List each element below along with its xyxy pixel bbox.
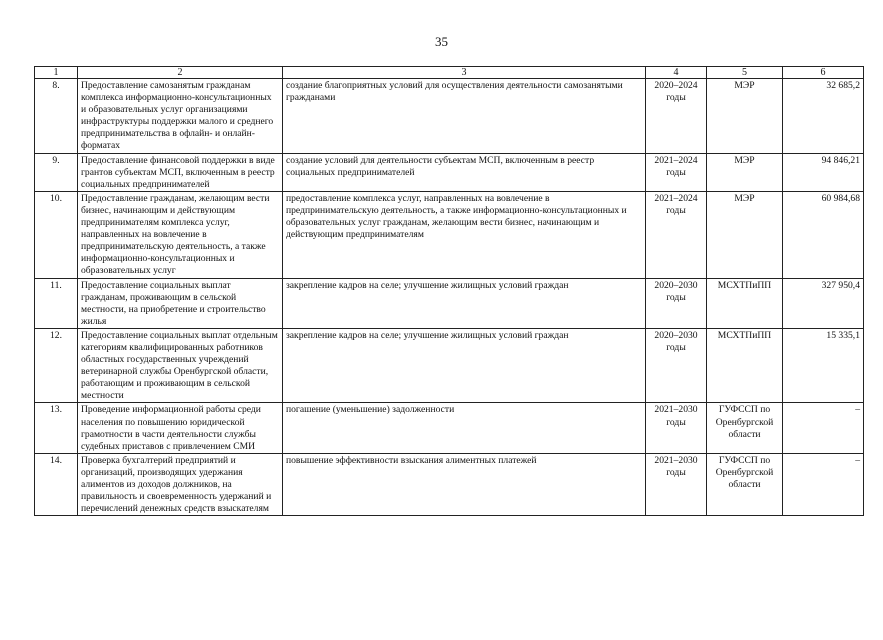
executor: МСХТПиПП	[707, 328, 783, 403]
row-number: 12.	[35, 328, 78, 403]
row-number: 13.	[35, 403, 78, 453]
column-header-6: 6	[783, 67, 864, 79]
column-number-row	[35, 67, 864, 79]
amount: 15 335,1	[783, 328, 864, 403]
measure-name: Предоставление гражданам, желающим вести бизнес, начинающим и действующим предпринимателям комплекса услуг, направленных на вовлечение в предпринимательскую деятельность, а также информационно-консультационных и образовательных услуг	[78, 191, 283, 278]
expected-result: повышение эффективности взыскания алиментных платежей	[283, 453, 646, 515]
expected-result: создание условий для деятельности субъектам МСП, включенным в реестр социальных предпринимателей	[283, 153, 646, 191]
period: 2021–2024 годы	[646, 191, 707, 278]
amount: 32 685,2	[783, 79, 864, 154]
expected-result: создание благоприятных условий для осуществления деятельности самозанятыми гражданами	[283, 79, 646, 154]
measure-name: Предоставление самозанятым гражданам комплекса информационно-консультационных и образовательных услуг организациями инфраструктуры поддержки малого и среднего предпринимательства в офлайн- и онлайн-форматах	[78, 79, 283, 154]
executor: МЭР	[707, 191, 783, 278]
column-header-3: 3	[283, 67, 646, 79]
amount: 327 950,4	[783, 278, 864, 328]
table-row	[35, 191, 864, 278]
table-row	[35, 153, 864, 191]
expected-result: погашение (уменьшение) задолженности	[283, 403, 646, 453]
row-number: 11.	[35, 278, 78, 328]
amount: –	[783, 453, 864, 515]
table-row	[35, 278, 864, 328]
period: 2021–2030 годы	[646, 403, 707, 453]
expected-result: закрепление кадров на селе; улучшение жилищных условий граждан	[283, 328, 646, 403]
row-number: 9.	[35, 153, 78, 191]
table-row	[35, 79, 864, 154]
period: 2020–2030 годы	[646, 278, 707, 328]
measure-name: Предоставление социальных выплат отдельным категориям квалифицированных работников областных государственных учреждений ветеринарной службы Оренбургской области, работающим и проживающим в сельской местности	[78, 328, 283, 403]
table-row	[35, 328, 864, 403]
table-row	[35, 453, 864, 515]
column-header-4: 4	[646, 67, 707, 79]
measure-name: Проведение информационной работы среди населения по повышению юридической грамотности в части деятельности службы судебных приставов с привлечением СМИ	[78, 403, 283, 453]
period: 2021–2030 годы	[646, 453, 707, 515]
expected-result: закрепление кадров на селе; улучшение жилищных условий граждан	[283, 278, 646, 328]
column-header-5: 5	[707, 67, 783, 79]
column-header-1: 1	[35, 67, 78, 79]
row-number: 10.	[35, 191, 78, 278]
page-number: 35	[435, 34, 448, 49]
executor: МЭР	[707, 79, 783, 154]
measures-table	[34, 66, 864, 516]
measure-name: Предоставление социальных выплат гражданам, проживающим в сельской местности, на приобретение и строительство жилья	[78, 278, 283, 328]
executor: ГУФССП по Оренбургской области	[707, 453, 783, 515]
amount: 94 846,21	[783, 153, 864, 191]
measure-name: Проверка бухгалтерий предприятий и организаций, производящих удержания алиментов из доходов должников, на правильность и своевременность удержаний и перечислений денежных средств взыскателям	[78, 453, 283, 515]
executor: МСХТПиПП	[707, 278, 783, 328]
table-row	[35, 403, 864, 453]
executor: ГУФССП по Оренбургской области	[707, 403, 783, 453]
row-number: 8.	[35, 79, 78, 154]
executor: МЭР	[707, 153, 783, 191]
column-header-2: 2	[78, 67, 283, 79]
expected-result: предоставление комплекса услуг, направленных на вовлечение в предпринимательскую деятельность, а также информационно-консультационных и образовательных услуг гражданам, желающим вести бизнес, начинающим и действующим предпринимателям	[283, 191, 646, 278]
measure-name: Предоставление финансовой поддержки в виде грантов субъектам МСП, включенным в реестр социальных предпринимателей	[78, 153, 283, 191]
period: 2020–2030 годы	[646, 328, 707, 403]
amount: 60 984,68	[783, 191, 864, 278]
period: 2021–2024 годы	[646, 153, 707, 191]
period: 2020–2024 годы	[646, 79, 707, 154]
row-number: 14.	[35, 453, 78, 515]
amount: –	[783, 403, 864, 453]
